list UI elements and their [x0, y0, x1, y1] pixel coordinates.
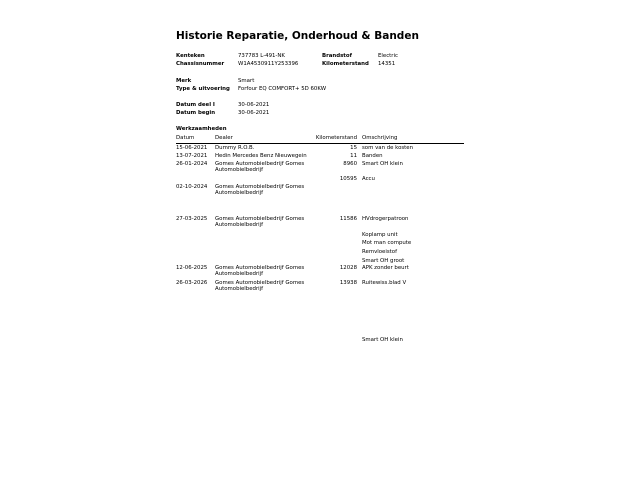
row-date: 26-01-2024 — [176, 161, 208, 167]
row-kilometerstand: 8960 — [343, 161, 357, 167]
col-header-omschrijving: Omschrijving — [362, 135, 398, 141]
row-omschrijving: Smart OH klein — [362, 161, 403, 167]
row-date: 27-03-2025 — [176, 216, 208, 222]
datum-deel1-value: 30-06-2021 — [238, 102, 270, 108]
row-kilometerstand: 11 — [350, 153, 357, 159]
kenteken-value: 737783 L-491-NK — [238, 53, 285, 59]
row-dealer-line2: Automobielbedrijf — [215, 167, 264, 173]
row-omschrijving: Smart OH groot — [362, 258, 405, 264]
chassis-label: Chassisnummer — [176, 61, 225, 67]
row-dealer-line2: Automobielbedrijf — [215, 286, 264, 292]
kilometerstand-label: Kilometerstand — [322, 61, 369, 67]
type-value: Forfour EQ COMFORT+ 5D 60KW — [238, 86, 327, 92]
row-kilometerstand: 12028 — [339, 265, 357, 271]
page-title: Historie Reparatie, Onderhoud & Banden — [176, 30, 419, 42]
row-kilometerstand: 10595 — [339, 176, 357, 182]
row-omschrijving: Accu — [362, 176, 375, 182]
merk-label: Merk — [176, 78, 192, 84]
row-omschrijving: Banden — [362, 153, 383, 159]
row-dealer: Hedin Mercedes Benz Nieuwegein — [215, 153, 307, 159]
row-omschrijving: Ruitewiss.blad V — [362, 280, 407, 286]
row-date: 02-10-2024 — [176, 184, 208, 190]
row-omschrijving: Remvloeistof — [362, 249, 397, 255]
row-omschrijving: som van de kosten — [362, 145, 414, 151]
row-dealer: Gomes Automobielbedrijf Gomes — [215, 265, 305, 271]
col-header-kilometerstand: Kilometerstand — [315, 135, 357, 141]
row-dealer-line2: Automobielbedrijf — [215, 271, 264, 277]
datum-deel1-label: Datum deel I — [176, 102, 215, 108]
row-omschrijving: Mot man compute — [362, 240, 412, 246]
brandstof-label: Brandstof — [322, 53, 352, 59]
row-kilometerstand: 13938 — [339, 280, 357, 286]
datum-begin-label: Datum begin — [176, 110, 216, 116]
row-omschrijving: APK zonder beurt — [362, 265, 409, 271]
row-dealer: Gomes Automobielbedrijf Gomes — [215, 216, 305, 222]
row-dealer: Dummy R.O.B. — [215, 145, 255, 151]
chassis-value: W1A4530911Y253396 — [238, 61, 299, 67]
row-dealer: Gomes Automobielbedrijf Gomes — [215, 184, 305, 190]
row-date: 13-07-2021 — [176, 153, 208, 159]
row-date: 15-06-2021 — [176, 145, 208, 151]
table-header-divider — [176, 143, 464, 144]
row-omschrijving: Smart OH klein — [362, 337, 403, 343]
kilometerstand-value: 14351 — [378, 61, 396, 67]
row-kilometerstand: 11586 — [339, 216, 357, 222]
type-label: Type & uitvoering — [176, 86, 230, 92]
row-omschrijving: Koplamp unit — [362, 232, 398, 238]
kenteken-label: Kenteken — [176, 53, 205, 59]
merk-value: Smart — [238, 78, 255, 84]
row-kilometerstand: 15 — [350, 145, 357, 151]
row-dealer: Gomes Automobielbedrijf Gomes — [215, 280, 305, 286]
row-dealer: Gomes Automobielbedrijf Gomes — [215, 161, 305, 167]
row-dealer-line2: Automobielbedrijf — [215, 222, 264, 228]
row-date: 12-06-2025 — [176, 265, 208, 271]
datum-begin-value: 30-06-2021 — [238, 110, 270, 116]
row-omschrijving: HVdrogerpatroon — [362, 216, 409, 222]
row-dealer-line2: Automobielbedrijf — [215, 190, 264, 196]
brandstof-value: Electric — [378, 53, 398, 59]
werkzaamheden-heading: Werkzaamheden — [176, 126, 227, 132]
col-header-dealer: Dealer — [215, 135, 233, 141]
col-header-datum: Datum — [176, 135, 195, 141]
row-date: 26-03-2026 — [176, 280, 208, 286]
